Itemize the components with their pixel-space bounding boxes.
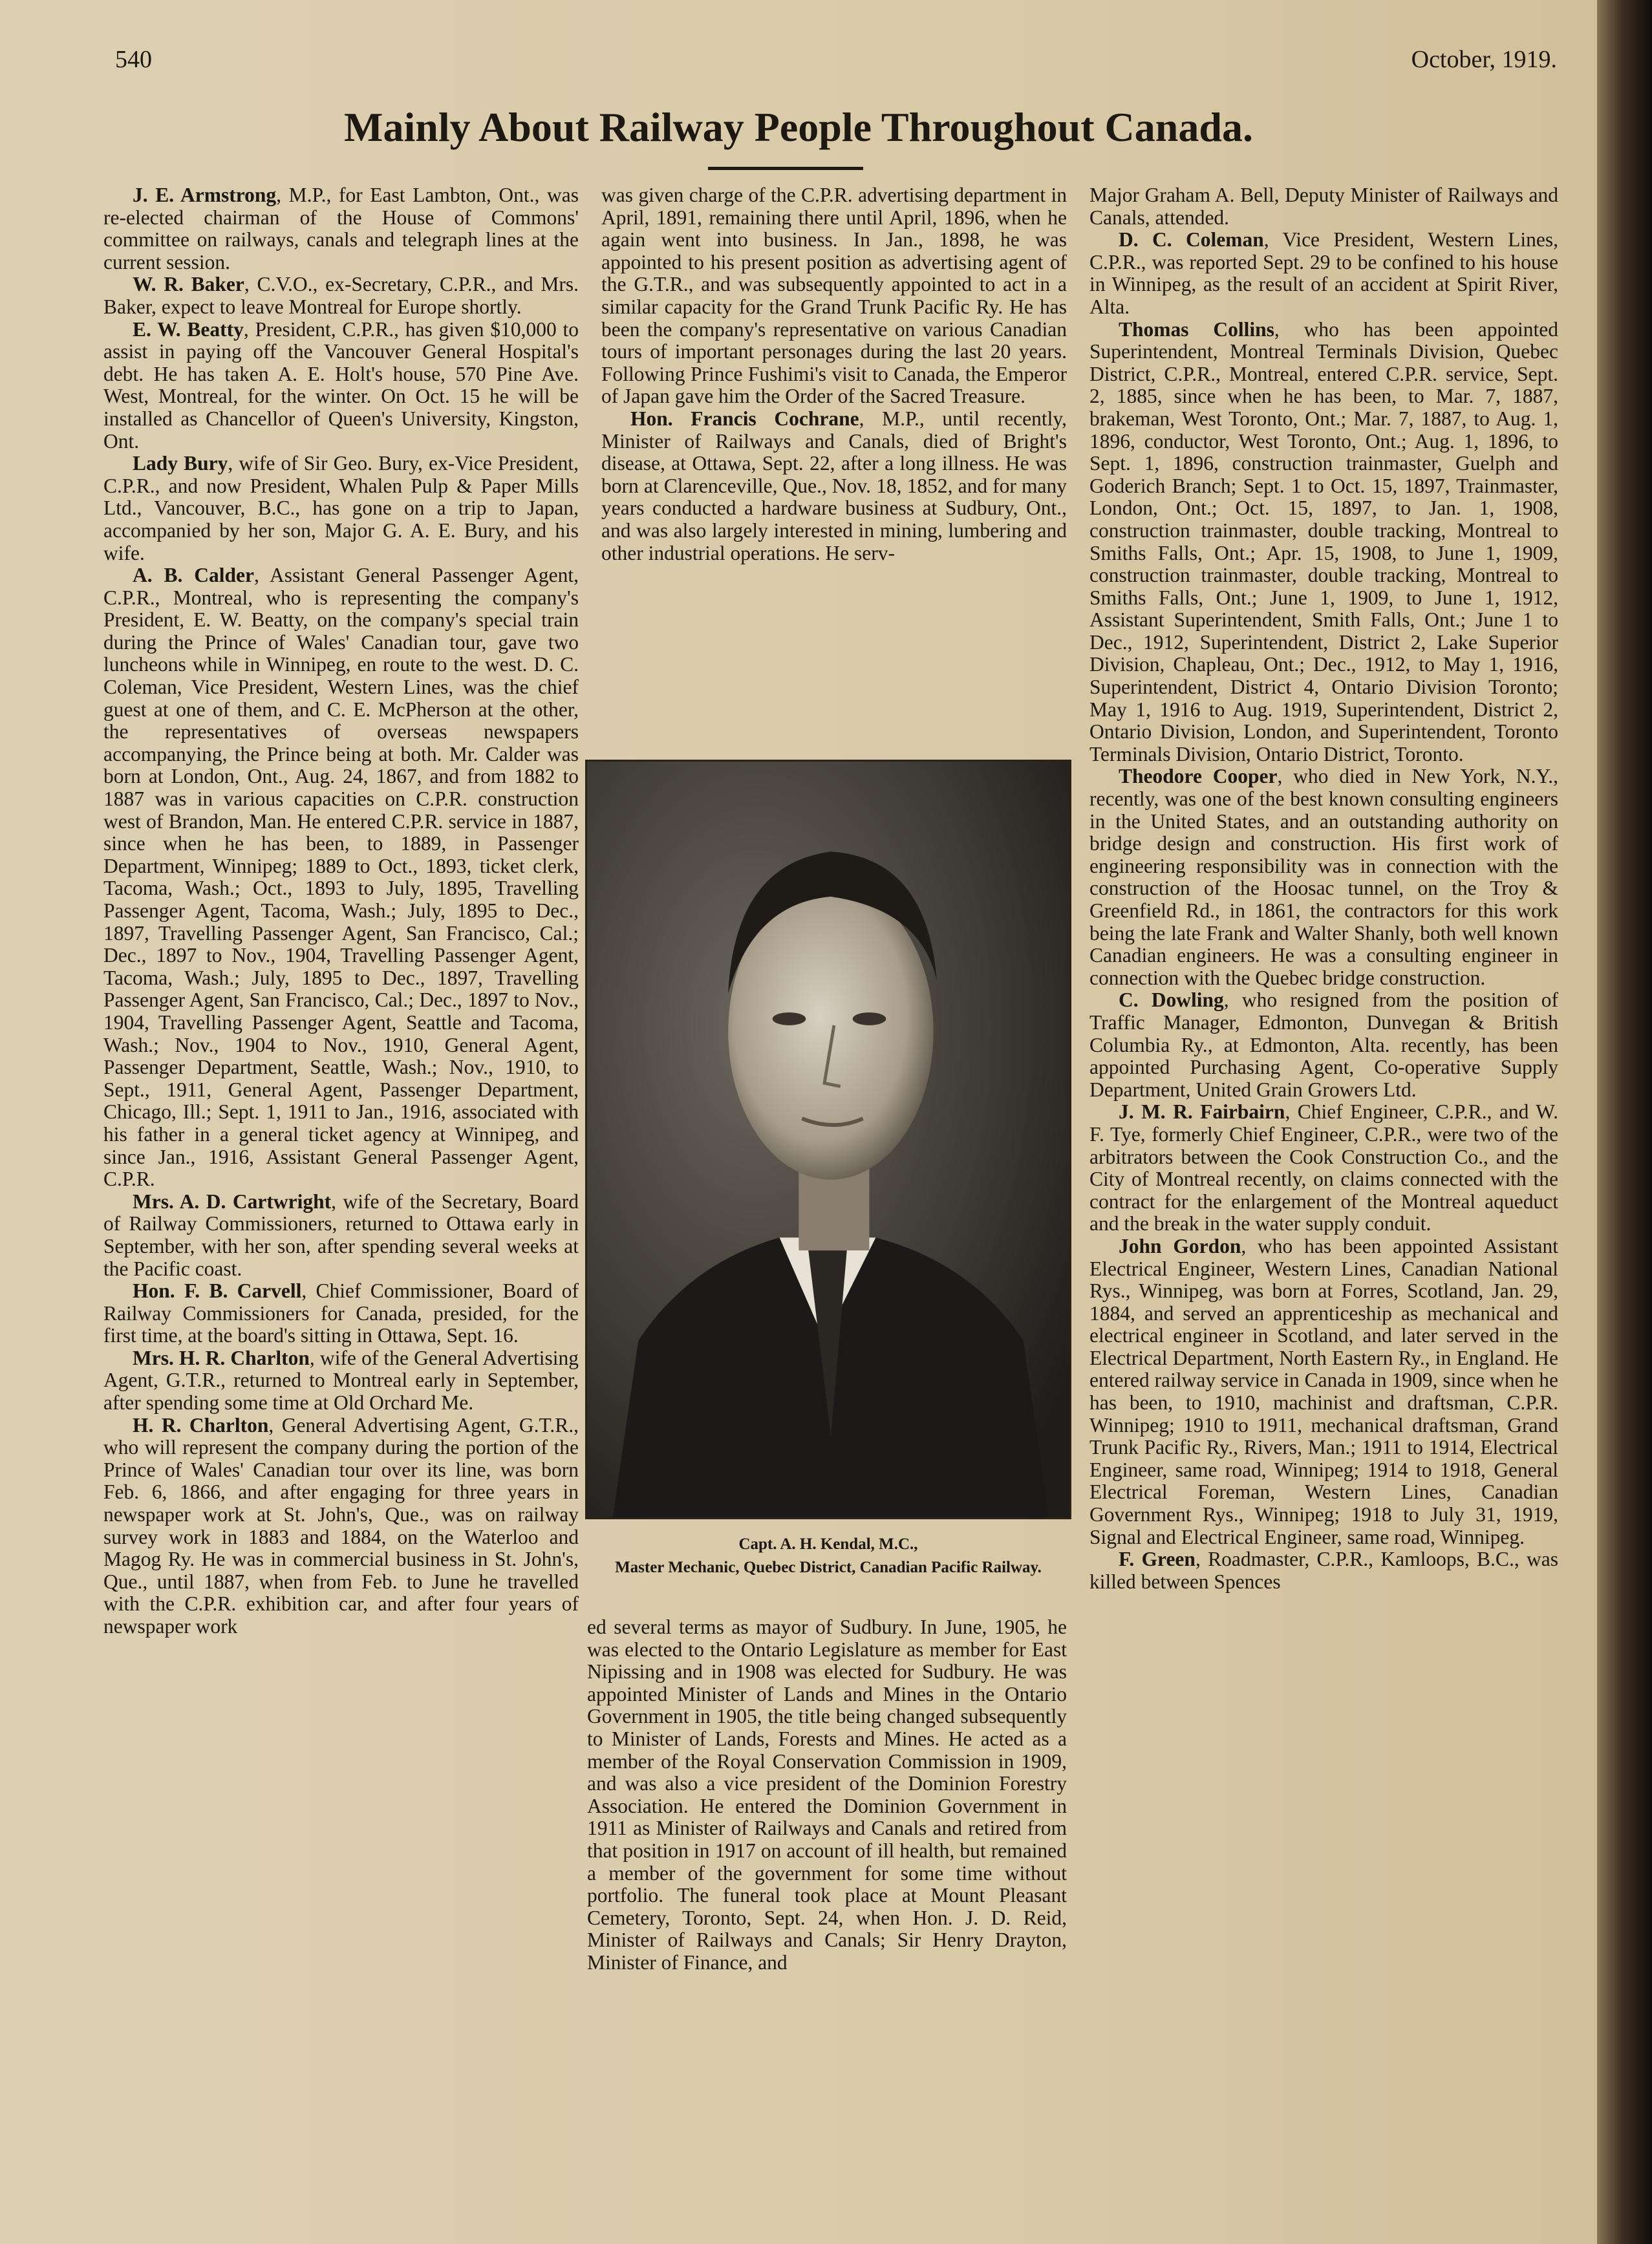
person-name: J. E. Armstrong bbox=[133, 184, 277, 206]
paragraph-text: , Chief Engineer, C.P.R., and W. F. Tye, formerly Chief Engineer, C.P.R., were two of the arbitrators between the Cook Construction Co., and the City of Montreal recently, on claims connected with the contract for the enlargement of the Montreal aqueduct and the break in the water supply conduit. bbox=[1089, 1100, 1558, 1235]
paragraph bbox=[1089, 1101, 1558, 1235]
paragraph-text: Major Graham A. Bell, Deputy Minister of Railways and Canals, attended. bbox=[1089, 184, 1558, 229]
photo-caption-role: Master Mechanic, Quebec District, Canadian Pacific Railway. bbox=[615, 1559, 1042, 1576]
column-2-bottom bbox=[587, 1616, 1067, 2146]
paragraph-text: , who has been appointed Superintendent, Montreal Terminals Division, Quebec District, C.P.R., Montreal, entered C.P.R. service, Sept. 2, 1885, since when he has been, to Mar. 7, 1887, brakeman, West Toronto, Ont.; Mar. 7, 1887, to Aug. 1, 1896, conductor, West Toronto, Ont.; Aug. 1, 1896, to Sept. 1, 1896, construction trainmaster, Guelph and Goderich Branch; Sept. 1 to Oct. 15, 1897, Trainmaster, London, Ont.; Oct. 15, 1897, to Jan. 1, 1908, construction trainmaster, double tracking, Montreal to Smiths Falls, Ont.; Apr. 15, 1908, to June 1, 1909, construction trainmaster, double tracking, Montreal to Smiths Falls, Ont.; June 1, 1909, to June 1, 1912, Assistant Superintendent, Smith Falls, Ont.; June 1 to Dec., 1912, Superintendent, District 2, Lake Superior Division, Chapleau, Ont.; Dec., 1912, to May 1, 1916, Superintendent, District 4, Ontario Division Toronto; May 1, 1916 to Aug. 1919, Superintendent, District 2, Ontario Division, London, and Superintendent, Toronto Terminals Division, Ontario District, Toronto. bbox=[1089, 317, 1558, 765]
person-name: C. Dowling bbox=[1119, 988, 1224, 1012]
paragraph-text: , General Advertising Agent, G.T.R., who will represent the company during the portion of the Prince of Wales' Canadian tour over its line, was born Feb. 6, 1866, and after engaging for three years in newspaper work at St. John's, Que., was on railway survey work in 1883 and 1884, on the Waterloo and Magog Ry. He was in commercial business in St. John's, Que., until 1887, when from Feb. to June he travelled with the C.P.R. exhibition car, and after four years of newspaper work bbox=[103, 1413, 579, 1638]
person-name: John Gordon bbox=[1119, 1234, 1241, 1257]
paragraph bbox=[1089, 989, 1558, 1101]
column-1 bbox=[103, 184, 579, 2137]
portrait-photo bbox=[585, 760, 1071, 1519]
paragraph-text: , Roadmaster, C.P.R., Kamloops, B.C., was killed between Spences bbox=[1089, 1548, 1558, 1593]
portrait-image bbox=[587, 762, 1069, 1517]
paragraph bbox=[1089, 1235, 1558, 1548]
paragraph-text: was given charge of the C.P.R. advertising department in April, 1891, remaining there until April, 1896, when he again went into business. In Jan., 1898, he was appointed to his present position as advertising agent of the G.T.R., and was subsequently appointed to act in a similar capacity for the Grand Trunk Pacific Ry. He has been the company's representative on various Canadian tours of important personages during the last 20 years. Following Prince Fushimi's visit to Canada, the Emperor of Japan gave him the Order of the Sacred Treasure. bbox=[601, 184, 1067, 408]
paragraph-text: , Assistant General Passenger Agent, C.P.R., Montreal, who is representing the company's President, E. W. Beatty, on the company's special train during the Prince of Wales' Canadian tour, gave two luncheons while in Winnipeg, en route to the west. D. C. Coleman, Vice President, Western Lines, was the chief guest at one of them, and C. E. McPherson at the other, the representatives of overseas newspapers accompanying, the Prince being at both. Mr. Calder was born at London, Ont., Aug. 24, 1867, and from 1882 to 1887 was in various capacities on C.P.R. construction west of Brandon, Man. He entered C.P.R. service in 1887, since when he has been, to 1889, in Passenger Department, Winnipeg; 1889 to Oct., 1893, ticket clerk, Tacoma, Wash.; Oct., 1893 to July, 1895, Travelling Passenger Agent, Tacoma, Wash.; July, 1895 to Dec., 1897, Travelling Passenger Agent, San Francisco, Cal.; Dec., 1897 to Nov., 1904, Travelling Passenger Agent, Tacoma, Wash.; July, 1895 to Dec., 1897, Travelling Passenger Agent, San Francisco, Cal.; Dec., 1897 to Nov., 1904, Travelling Passenger Agent, Seattle and Tacoma, Wash.; Nov., 1904 to Nov., 1910, General Agent, Passenger Department, Seattle, Wash.; Nov., 1910, to Sept., 1911, General Agent, Passenger Department, Chicago, Ill.; Sept. 1, 1911 to Jan., 1916, associated with his father in a general ticket agency at Winnipeg, and since Jan., 1916, Assistant General Passenger Agent, C.P.R. bbox=[103, 564, 579, 1191]
person-name: Lady Bury bbox=[133, 452, 228, 475]
paragraph-text: ed several terms as mayor of Sudbury. In June, 1905, he was elected to the Ontario Legislature as member for East Nipissing and in 1908 was elected for Sudbury. He was appointed Minister of Lands and Mines in the Ontario Government in 1905, the title being changed subsequently to Minister of Lands, Forests and Mines. He acted as a member of the Royal Conservation Commission in 1909, and was also a vice president of the Dominion Forestry Association. He entered the Dominion Government in 1911 as Minister of Railways and Canals and retired from that position in 1917 on account of ill health, but remained a member of the government for some time without portfolio. The funeral took place at Mount Pleasant Cemetery, Toronto, Sept. 24, when Hon. J. D. Reid, Minister of Railways and Canals; Sir Henry Drayton, Minister of Finance, and bbox=[587, 1616, 1067, 1974]
paragraph-text: , who died in New York, N.Y., recently, was one of the best known consulting engineers in the United States, and an outstanding authority on bridge design and construction. His first work of engineering responsibility was in connection with the construction of the Hoosac tunnel, on the Troy & Greenfield Rd., in 1861, the contractors for this work being the late Frank and Walter Shanly, both well known Canadian engineers. He was a consulting engineer in connection with the Quebec bridge construction. bbox=[1089, 765, 1558, 989]
paragraph bbox=[103, 1280, 579, 1347]
photo-caption-name: Capt. A. H. Kendal, M.C., bbox=[738, 1535, 918, 1553]
paragraph-text: , Vice President, Western Lines, C.P.R., was reported Sept. 29 to be confined to his house in Winnipeg, as the result of an accident at Spirit River, Alta. bbox=[1089, 228, 1558, 318]
paragraph-text: , M.P., for East Lambton, Ont., was re-elected chairman of the House of Commons' committee on railways, canals and telegraph lines at the current session. bbox=[103, 184, 579, 273]
paragraph bbox=[1089, 229, 1558, 318]
paragraph bbox=[103, 1191, 579, 1280]
paragraph bbox=[103, 564, 579, 1191]
column-3 bbox=[1089, 184, 1558, 2137]
person-name: Mrs. A. D. Cartwright bbox=[133, 1190, 332, 1213]
article-title: Mainly About Railway People Throughout Canada. bbox=[344, 104, 1253, 150]
person-name: E. W. Beatty bbox=[133, 317, 244, 341]
paragraph bbox=[103, 273, 579, 318]
paragraph-text: , C.V.O., ex-Secretary, C.P.R., and Mrs. Baker, expect to leave Montreal for Europe shortly. bbox=[103, 273, 579, 318]
paragraph-text: , who has been appointed Assistant Electrical Engineer, Western Lines, Canadian National Rys., Winnipeg, was born at Forres, Scotland, Jan. 29, 1884, and served an apprenticeship as mechanical and electrical engineer in Scotland, and later served in the Electrical Department, North Eastern Ry., in England. He entered railway service in Canada in 1909, since when he has been, to 1910, machinist and draftsman, C.P.R. Winnipeg; 1910 to 1911, mechanical draftsman, Grand Trunk Pacific Ry., Rivers, Man.; 1911 to 1914, Electrical Engineer, same road, Winnipeg; 1914 to 1918, General Electrical Foreman, Western Lines, Canadian Government Rys., Winnipeg; 1918 to July 31, 1919, Signal and Electrical Engineer, same road, Winnipeg. bbox=[1089, 1234, 1558, 1548]
person-name: H. R. Charlton bbox=[133, 1413, 269, 1437]
paragraph-text: , President, C.P.R., has given $10,000 to assist in paying off the Vancouver General Hospital's debt. He has taken A. E. Holt's house, 570 Pine Ave. West, Montreal, for the winter. On Oct. 15 he will be installed as Chancellor of Queen's University, Kingston, Ont. bbox=[103, 317, 579, 453]
person-name: A. B. Calder bbox=[133, 564, 255, 587]
page-header bbox=[115, 45, 1557, 84]
page-number: 540 bbox=[115, 46, 152, 73]
person-name: Theodore Cooper bbox=[1119, 765, 1278, 788]
paragraph bbox=[103, 319, 579, 453]
paragraph bbox=[1089, 1548, 1558, 1593]
title-rule bbox=[708, 167, 863, 170]
paragraph bbox=[601, 184, 1067, 408]
paragraph bbox=[1089, 319, 1558, 766]
paragraph-text: , wife of Sir Geo. Bury, ex-Vice President, C.P.R., and now President, Whalen Pulp & Paper Mills Ltd., Vancouver, B.C., has gone on a trip to Japan, accompanied by her son, Major G. A. E. Bury, and his wife. bbox=[103, 452, 579, 564]
person-name: W. R. Baker bbox=[133, 273, 244, 296]
paragraph bbox=[601, 408, 1067, 564]
paragraph bbox=[1089, 184, 1558, 229]
paragraph-text: , M.P., until recently, Minister of Railways and Canals, died of Bright's disease, at Ottawa, Sept. 22, after a long illness. He was born at Clarenceville, Que., Nov. 18, 1852, and for many years conducted a hardware business at Sudbury, Ont., and was also largely interested in mining, lumbering and other industrial operations. He serv- bbox=[601, 407, 1067, 564]
person-name: Thomas Collins bbox=[1119, 317, 1274, 341]
paragraph-text: , Chief Commissioner, Board of Railway Commissioners for Canada, presided, for the first time, at the board's sitting in Ottawa, Sept. 16. bbox=[103, 1279, 579, 1347]
paragraph-text: , wife of the General Advertising Agent, G.T.R., returned to Montreal early in September, after spending some time at Old Orchard Me. bbox=[103, 1346, 579, 1415]
person-name: J. M. R. Fairbairn bbox=[1119, 1100, 1285, 1124]
paragraph bbox=[103, 184, 579, 273]
issue-date: October, 1919. bbox=[1411, 46, 1557, 73]
paragraph bbox=[1089, 765, 1558, 989]
book-spine-shadow bbox=[1597, 0, 1652, 2244]
person-name: Mrs. H. R. Charlton bbox=[133, 1346, 310, 1369]
person-name: Hon. F. B. Carvell bbox=[133, 1279, 302, 1303]
person-name: D. C. Coleman bbox=[1119, 228, 1264, 251]
paragraph-text: , who resigned from the position of Traffic Manager, Edmonton, Dunvegan & British Columbia Ry., at Edmonton, Alta. recently, has been appointed Purchasing Agent, Co-operative Supply Department, United Grain Growers Ltd. bbox=[1089, 988, 1558, 1101]
paragraph bbox=[587, 1616, 1067, 1974]
column-2-top bbox=[601, 184, 1067, 766]
paragraph-text: , wife of the Secretary, Board of Railway Commissioners, returned to Ottawa early in September, with her son, after spending several weeks at the Pacific coast. bbox=[103, 1190, 579, 1280]
paragraph bbox=[103, 1347, 579, 1415]
person-name: F. Green bbox=[1119, 1548, 1196, 1571]
paragraph bbox=[103, 1415, 579, 1638]
person-name: Hon. Francis Cochrane bbox=[630, 407, 859, 430]
paragraph bbox=[103, 453, 579, 564]
